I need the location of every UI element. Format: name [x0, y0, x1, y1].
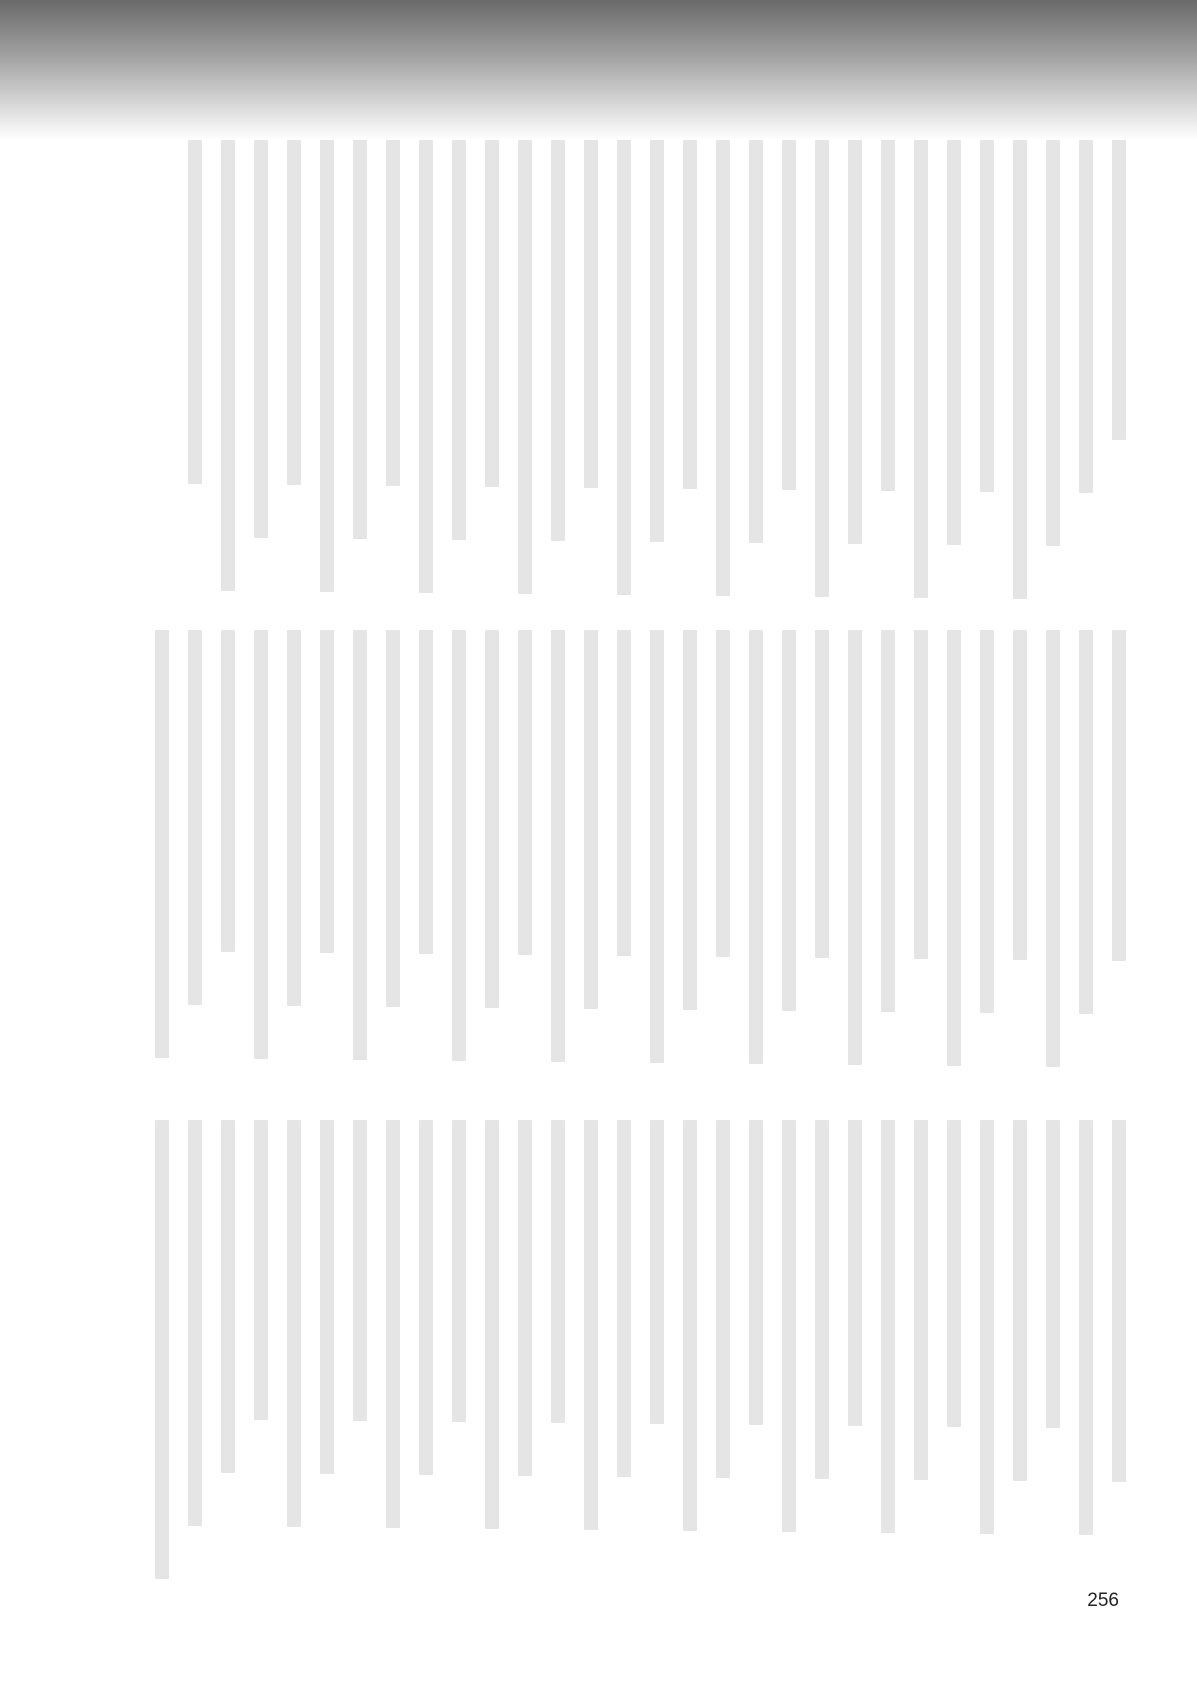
- text-column: [679, 1120, 701, 1580]
- text-column: [646, 1120, 668, 1580]
- text-column: [1009, 630, 1031, 1090]
- text-tier-middle: [130, 630, 1130, 1090]
- text-column: [217, 1120, 239, 1580]
- text-column: [580, 1120, 602, 1580]
- text-column: [547, 140, 569, 600]
- text-column: [547, 630, 569, 1090]
- text-column: [1108, 630, 1130, 1090]
- text-column: [778, 1120, 800, 1580]
- text-column: [646, 630, 668, 1090]
- text-page: [130, 140, 1130, 1580]
- text-column: [679, 140, 701, 600]
- text-column: [547, 1120, 569, 1580]
- text-column: [844, 1120, 866, 1580]
- text-column: [745, 140, 767, 600]
- text-column: [481, 1120, 503, 1580]
- text-column: [448, 1120, 470, 1580]
- text-column: [481, 630, 503, 1090]
- text-column: [151, 630, 173, 1090]
- text-column: [1108, 1120, 1130, 1580]
- text-column: [613, 1120, 635, 1580]
- text-column: [580, 140, 602, 600]
- text-column: [1075, 140, 1097, 600]
- text-column: [778, 140, 800, 600]
- text-column: [976, 140, 998, 600]
- text-column: [1009, 1120, 1031, 1580]
- text-column: [184, 1120, 206, 1580]
- text-column: [844, 140, 866, 600]
- text-column: [217, 140, 239, 600]
- text-column: [1075, 1120, 1097, 1580]
- text-column: [910, 630, 932, 1090]
- text-column: [382, 630, 404, 1090]
- text-column: [712, 140, 734, 600]
- text-column: [745, 1120, 767, 1580]
- text-column: [184, 630, 206, 1090]
- text-column: [481, 140, 503, 600]
- text-column: [514, 140, 536, 600]
- text-column: [349, 140, 371, 600]
- text-column: [316, 140, 338, 600]
- text-column: [514, 1120, 536, 1580]
- text-column: [514, 630, 536, 1090]
- scan-top-shadow: [0, 0, 1197, 140]
- text-tier-top: [130, 140, 1130, 600]
- text-column: [151, 1120, 173, 1580]
- text-column: [580, 630, 602, 1090]
- text-column: [250, 630, 272, 1090]
- text-column: [1042, 630, 1064, 1090]
- text-column: [415, 630, 437, 1090]
- text-column: [646, 140, 668, 600]
- text-column: [811, 140, 833, 600]
- text-column: [844, 630, 866, 1090]
- text-column: [415, 1120, 437, 1580]
- text-column: [976, 630, 998, 1090]
- text-column: [811, 630, 833, 1090]
- text-column: [415, 140, 437, 600]
- text-column: [613, 140, 635, 600]
- text-column: [943, 140, 965, 600]
- text-column: [613, 630, 635, 1090]
- text-column: [1108, 140, 1130, 600]
- text-column: [1042, 1120, 1064, 1580]
- text-column: [448, 140, 470, 600]
- text-column: [877, 1120, 899, 1580]
- text-column: [283, 1120, 305, 1580]
- text-column: [217, 630, 239, 1090]
- text-column: [877, 140, 899, 600]
- text-column: [811, 1120, 833, 1580]
- text-column: [712, 1120, 734, 1580]
- text-column: [778, 630, 800, 1090]
- text-column: [184, 140, 206, 600]
- text-column: [283, 630, 305, 1090]
- text-column: [316, 1120, 338, 1580]
- text-column: [910, 1120, 932, 1580]
- text-column: [1075, 630, 1097, 1090]
- text-column: [877, 630, 899, 1090]
- text-column: [679, 630, 701, 1090]
- text-column: [250, 1120, 272, 1580]
- text-column: [943, 630, 965, 1090]
- text-column: [1009, 140, 1031, 600]
- text-column: [250, 140, 272, 600]
- text-column: [1042, 140, 1064, 600]
- text-column: [349, 630, 371, 1090]
- text-tier-bottom: [130, 1120, 1130, 1580]
- text-column: [283, 140, 305, 600]
- text-column: [910, 140, 932, 600]
- text-column: [745, 630, 767, 1090]
- text-column: [712, 630, 734, 1090]
- text-column: [448, 630, 470, 1090]
- text-column: [976, 1120, 998, 1580]
- page-number: 256: [1087, 1590, 1119, 1611]
- text-column: [382, 1120, 404, 1580]
- text-column: [349, 1120, 371, 1580]
- text-column: [382, 140, 404, 600]
- text-column: [316, 630, 338, 1090]
- text-column: [943, 1120, 965, 1580]
